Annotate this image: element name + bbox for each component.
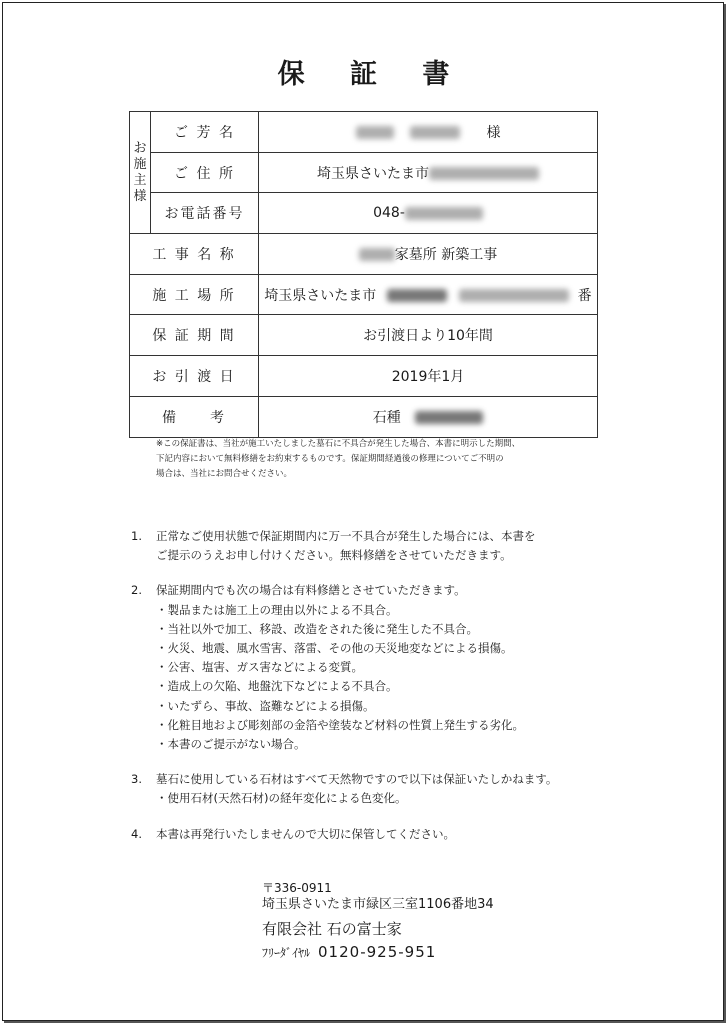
warranty-period-label: 保 証 期 間 [130,315,259,356]
work-location-label: 施 工 場 所 [130,274,259,315]
phone-number: 0120-925-951 [318,943,437,961]
clause-text: 正常なご使用状態で保証期間内に万一不具合が発生した場合には、本書を [156,529,536,543]
clause-text: 本書は再発行いたしませんので大切に保管してください。 [156,826,455,841]
phone-label: ﾌﾘｰﾀﾞｲﾔﾙ [262,946,311,960]
note-line: 下記内容において無料修繕をお約束するものです。保証期間経過後の修理についてご不明の [156,454,504,464]
term-clause [131,825,611,844]
redacted-text [359,248,395,261]
phone-prefix: 048- [373,205,405,222]
customer-name-label: ご 芳 名 [151,112,259,153]
clause-number: 2. [131,583,142,598]
work-name-text: 家墓所 新築工事 [394,246,498,263]
clause-number: 3. [131,772,142,787]
clause-items [131,789,611,808]
location-prefix: 埼玉県さいたま市 [264,287,377,304]
clause-items [131,601,611,755]
clause-item: ・火災、地震、風水雪害、落雷、その他の天災地変などによる損傷。 [156,641,513,656]
customer-name-value [259,112,598,153]
location-suffix: 番 [577,287,592,304]
clause-number: 4. [131,826,142,841]
page-title: 保 証 書 [277,59,468,90]
warranty-period-value: お引渡日より10年間 [259,315,598,356]
clause-number: 1. [131,529,142,543]
honorific: 様 [486,124,501,141]
group-char: 主 [133,172,147,188]
clause-text: 墓石に使用している石材はすべて天然物ですので以下は保証いたしかねます。 [156,772,558,787]
clause-text: 保証期間内でも次の場合は有料修繕とさせていただきます。 [156,583,466,598]
term-clause [131,527,611,565]
clause-item: ・製品または施工上の理由以外による不具合。 [156,602,398,617]
delivery-date-label: お 引 渡 日 [130,356,259,397]
terms-list [131,527,611,860]
customer-name-row [130,112,598,153]
group-char: 施 [133,156,147,172]
postal-code: 〒336-0911 [262,881,332,895]
company-address: 埼玉県さいたま市緑区三室1106番地34 [262,897,494,912]
customer-address-label: ご 住 所 [151,152,259,193]
clause-item: ・使用石材(天然石材)の経年変化による色変化。 [156,791,407,806]
redacted-text [387,289,447,302]
group-char: お [133,140,147,156]
remarks-row [130,396,598,437]
customer-address-value [259,152,598,193]
note-line: 場合は、当社にお問合せください。 [156,469,293,479]
work-name-value [259,234,598,275]
redacted-text [410,126,460,139]
redacted-text [415,411,483,424]
warranty-note [156,437,606,482]
group-char: 様 [133,188,147,204]
clause-item: ・化粧目地および彫刻部の金箔や塗装など材料の性質上発生する劣化。 [156,717,524,732]
redacted-text [429,167,539,180]
customer-phone-row [130,193,598,234]
delivery-date-row [130,356,598,397]
note-line: ※この保証書は、当社が施工いたしました墓石に不具合が発生した場合、本書に明示した期間、 [156,439,521,449]
company-name: 有限会社 石の富士家 [262,920,402,938]
term-clause [131,581,611,754]
clause-item: ・当社以外で加工、移設、改造をされた後に発生した不具合。 [156,621,478,636]
clause-item: ・本書のご提示がない場合。 [156,737,306,752]
company-footer [262,880,642,964]
work-name-label: 工 事 名 称 [130,234,259,275]
phone-line [262,941,642,964]
customer-address-row [130,152,598,193]
work-name-row [130,234,598,275]
address-prefix: 埼玉県さいたま市 [317,165,429,182]
clause-continuation: ご提示のうえお申し付けください。無料修繕をさせていただきます。 [156,548,512,563]
redacted-text [405,207,483,220]
clause-item: ・造成上の欠陥、地盤沈下などによる不具合。 [156,679,398,694]
delivery-date-value: 2019年1月 [259,356,598,397]
term-clause [131,770,611,808]
work-location-value [259,274,598,315]
clause-item: ・公害、塩害、ガス害などによる変質。 [156,660,363,675]
customer-phone-value [259,193,598,234]
redacted-text [459,289,569,302]
customer-group-label [130,112,151,234]
customer-phone-label: お電話番号 [151,193,259,234]
warranty-info-table [129,111,598,438]
redacted-text [356,126,394,139]
remarks-value [259,396,598,437]
clause-item: ・いたずら、事故、盗難などによる損傷。 [156,698,375,713]
warranty-period-row [130,315,598,356]
stone-type-label: 石種 [372,409,401,426]
work-location-row [130,274,598,315]
remarks-label: 備 考 [130,396,259,437]
